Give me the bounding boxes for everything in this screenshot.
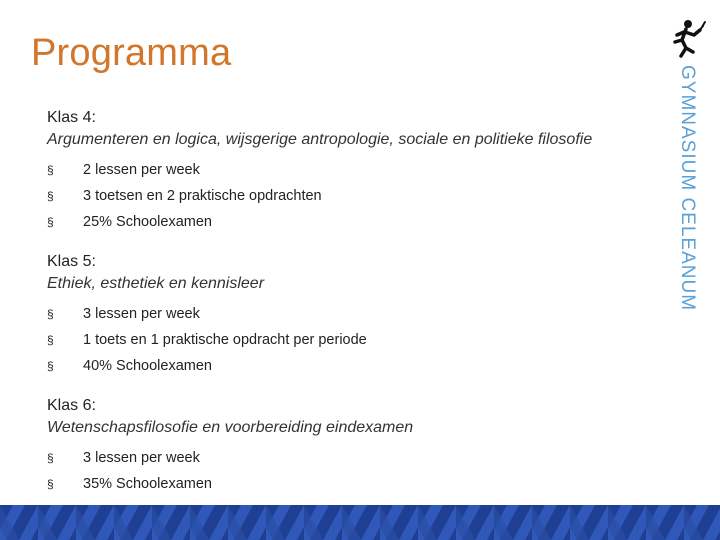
list-item-text: 3 lessen per week	[83, 306, 200, 322]
section-subtitle: Argumenteren en logica, wijsgerige antropologie, sociale en politieke filosofie	[47, 131, 593, 148]
slide-title: Programma	[31, 32, 232, 74]
bullet-icon: §	[47, 163, 54, 177]
section-heading: Klas 5:	[47, 253, 96, 270]
logo-text: GYMNASIUM CELEANUM	[677, 65, 698, 312]
list-item-text: 1 toets en 1 praktische opdracht per periode	[83, 332, 367, 348]
list-item-text: 3 toetsen en 2 praktische opdrachten	[83, 188, 322, 204]
runner-icon	[666, 18, 710, 58]
section-heading: Klas 4:	[47, 109, 96, 126]
section-subtitle: Ethiek, esthetiek en kennisleer	[47, 275, 265, 292]
list-item-text: 35% Schoolexamen	[83, 476, 212, 492]
bullet-list	[47, 157, 592, 235]
list-item	[47, 353, 367, 379]
section-heading: Klas 6:	[47, 397, 96, 414]
decorative-pattern-band	[0, 505, 720, 540]
list-item	[47, 301, 367, 327]
list-item	[47, 445, 413, 471]
bullet-icon: §	[47, 477, 54, 491]
bullet-list	[47, 301, 367, 379]
bullet-icon: §	[47, 359, 54, 373]
bullet-icon: §	[47, 189, 54, 203]
list-item	[47, 157, 592, 183]
section-klas-6	[47, 396, 413, 497]
list-item-text: 40% Schoolexamen	[83, 358, 212, 374]
section-subtitle: Wetenschapsfilosofie en voorbereiding eindexamen	[47, 419, 414, 436]
list-item	[47, 471, 413, 497]
bullet-icon: §	[47, 307, 54, 321]
list-item-text: 2 lessen per week	[83, 162, 200, 178]
section-klas-5	[47, 252, 367, 379]
bullet-list	[47, 445, 413, 497]
list-item	[47, 327, 367, 353]
list-item	[47, 183, 592, 209]
list-item	[47, 209, 592, 235]
bullet-icon: §	[47, 451, 54, 465]
list-item-text: 3 lessen per week	[83, 450, 200, 466]
section-klas-4	[47, 108, 592, 235]
bullet-icon: §	[47, 333, 54, 347]
list-item-text: 25% Schoolexamen	[83, 214, 212, 230]
bullet-icon: §	[47, 215, 54, 229]
